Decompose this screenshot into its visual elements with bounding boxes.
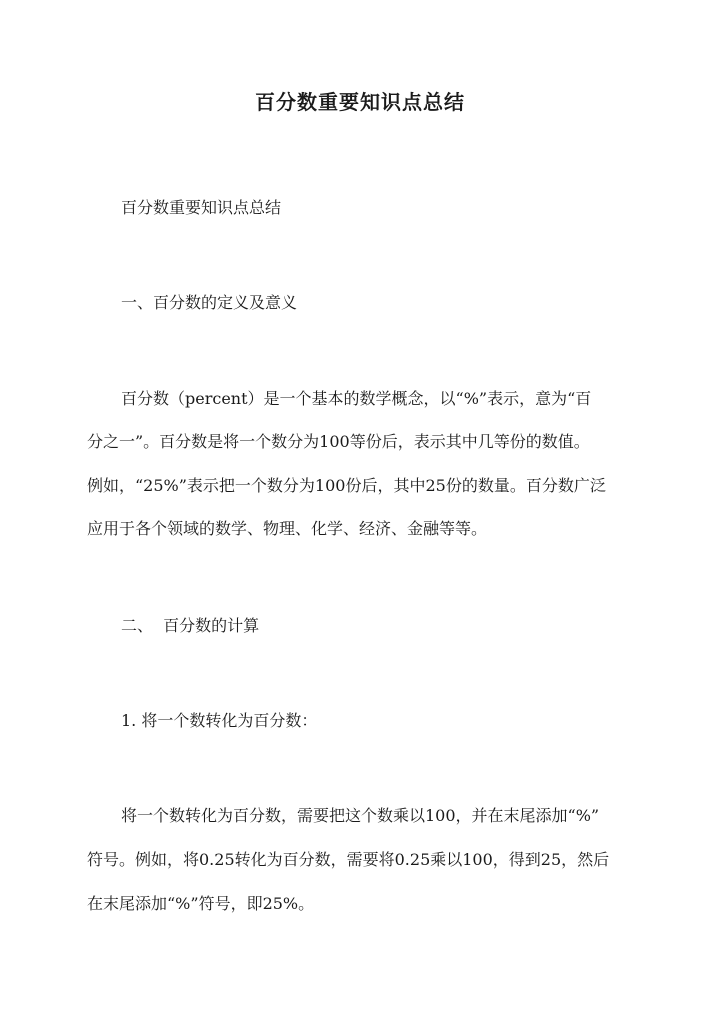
section-2-line-2: 符号。例如，将0.25转化为百分数，需要将0.25乘以100，得到25，然后 xyxy=(87,850,610,869)
section-1-heading: 一、百分数的定义及意义 xyxy=(121,293,298,312)
document-subtitle: 百分数重要知识点总结 xyxy=(121,198,282,217)
document-title: 百分数重要知识点总结 xyxy=(255,90,465,114)
section-1-line-3: 例如，“25%”表示把一个数分为100份后，其中25份的数量。百分数广泛 xyxy=(87,476,606,495)
section-2-item-1-heading: 1. 将一个数转化为百分数： xyxy=(121,711,318,730)
section-2-line-1: 将一个数转化为百分数，需要把这个数乘以100，并在末尾添加“%” xyxy=(121,806,600,825)
section-2-heading: 二、 百分数的计算 xyxy=(121,616,260,635)
section-1-line-4: 应用于各个领域的数学、物理、化学、经济、金融等等。 xyxy=(87,519,488,538)
section-1-line-2: 分之一”。百分数是将一个数分为100等份后，表示其中几等份的数值。 xyxy=(87,432,590,451)
section-2-line-3: 在末尾添加“%”符号，即25%。 xyxy=(87,894,315,913)
section-1-line-1: 百分数（percent）是一个基本的数学概念，以“%”表示，意为“百 xyxy=(121,389,592,408)
